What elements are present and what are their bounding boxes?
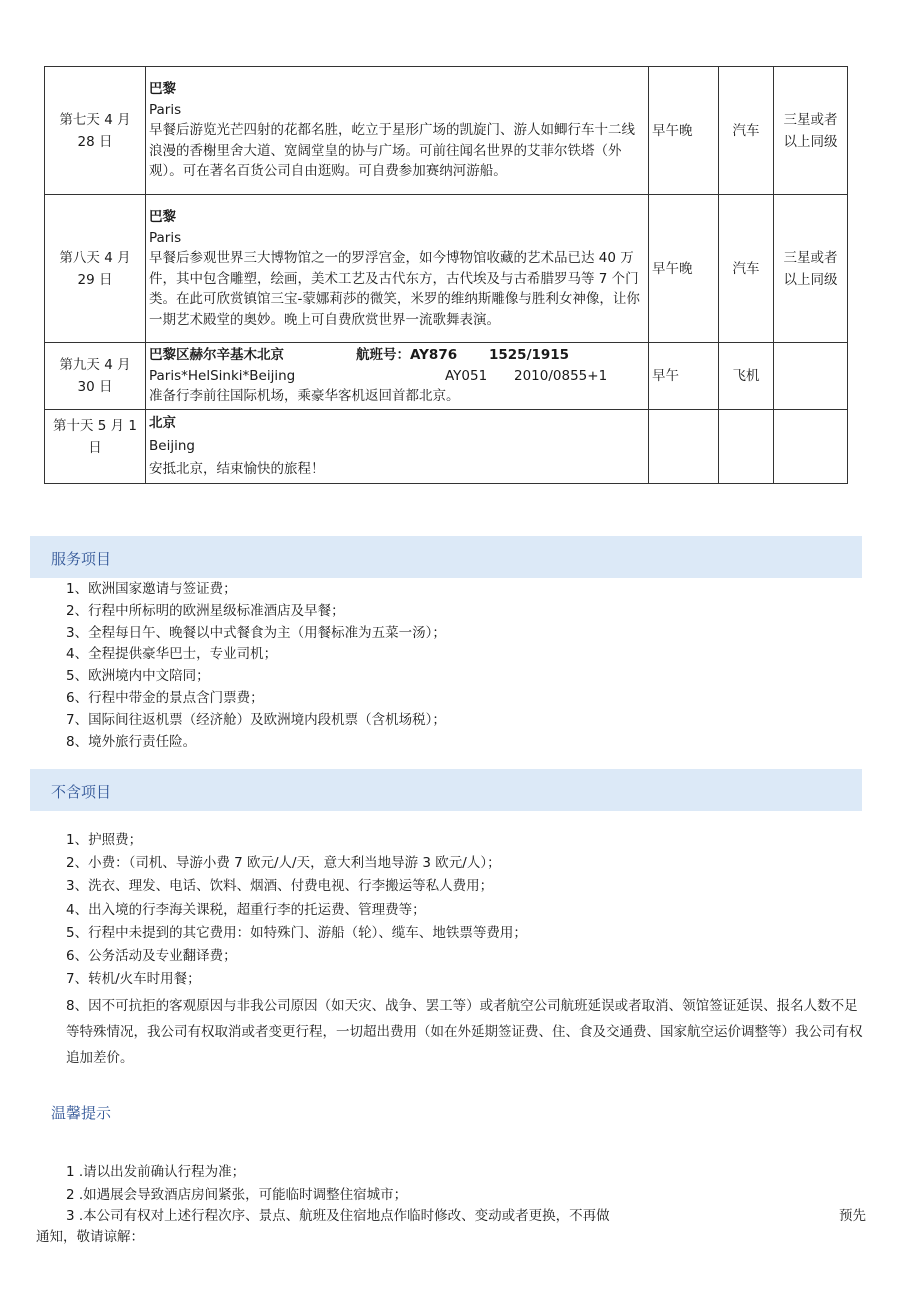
flight-time: 1525/1915	[489, 347, 570, 363]
city-name: 巴黎	[149, 209, 176, 225]
list-item: 5、欧洲境内中文陪同；	[66, 668, 210, 685]
hotel-cell	[774, 409, 848, 483]
city-name: 北京	[149, 414, 176, 431]
meals-cell: 早午	[649, 343, 719, 410]
tip3-continuation: 通知，敬请谅解：	[36, 1229, 144, 1245]
list-item: 7、国际间往返机票（经济舱）及欧洲境内段机票（含机场税）；	[66, 711, 446, 728]
flight-time-2: 2010/0855+1	[514, 367, 608, 384]
day-description: 安抵北京，结束愉快的旅程！	[149, 460, 325, 477]
day-cell: 第八天 4 月 29 日	[45, 195, 146, 343]
excluded-list	[66, 829, 866, 1071]
transport-cell	[719, 409, 774, 483]
excluded-section-header	[30, 769, 862, 811]
transport-cell: 汽车	[719, 195, 774, 343]
list-item: 4、全程提供豪华巴士，专业司机；	[66, 646, 278, 663]
city-name-en: Paris	[149, 229, 182, 246]
services-section-header	[30, 536, 862, 578]
flight-number-2: AY051	[445, 367, 488, 384]
description-cell	[146, 343, 649, 410]
list-item	[36, 1206, 866, 1248]
meals-cell: 早午晚	[649, 67, 719, 195]
day-description: 早餐后参观世界三大博物馆之一的罗浮宫金，如今博物馆收藏的艺术品已达 40 万件，其中包含雕塑，绘画，美术工艺及古代东方，古代埃及与古希腊罗马等 7 个门类。在此可欣赏镇馆三宝-蒙娜莉莎的微笑，米罗的维纳斯雕像与胜利女神像，让你一期艺术殿堂的奥妙。晚上可自费欣赏世界一流歌舞表演。	[149, 250, 640, 328]
tip3-tail: 预先	[839, 1208, 866, 1224]
list-item: 2、行程中所标明的欧洲星级标准酒店及早餐；	[66, 602, 345, 619]
day-cell: 第十天 5 月 1 日	[45, 409, 146, 483]
transport-cell: 飞机	[719, 343, 774, 410]
flight-number: 航班号：AY876	[356, 347, 458, 363]
transport-cell: 汽车	[719, 67, 774, 195]
city-name-en: Beijing	[149, 437, 195, 454]
meals-cell	[649, 409, 719, 483]
list-item: 1 .请以出发前确认行程为准；	[66, 1164, 246, 1180]
list-item: 3、全程每日午、晚餐以中式餐食为主（用餐标准为五菜一汤）；	[66, 624, 446, 641]
day-cell: 第七天 4 月 28 日	[45, 67, 146, 195]
meals-cell: 早午晚	[649, 195, 719, 343]
list-item: 2、小费：（司机、导游小费 7 欧元/人/天，意大利当地导游 3 欧元/人）；	[66, 855, 501, 872]
tip3-text: 3 .本公司有权对上述行程次序、景点、航班及住宿地点作临时修改、变动或者更换，不再做	[66, 1208, 610, 1224]
hotel-cell: 三星或者以上同级	[774, 67, 848, 195]
day-description: 早餐后游览光芒四射的花都名胜，屹立于星形广场的凯旋门、游人如鲫行车十二线浪漫的香榭里舍大道、宽阔堂皇的协与广场。可前往闻名世界的艾菲尔铁塔（外观）。可在著名百货公司自由逛购。可自费参加赛纳河游船。	[149, 122, 635, 180]
list-item: 8、境外旅行责任险。	[66, 733, 197, 750]
list-item: 1、护照费；	[66, 832, 143, 848]
itinerary-row-day8	[45, 195, 848, 343]
list-item: 8、因不可抗拒的客观原因与非我公司原因（如天灾、战争、罢工等）或者航空公司航班延误或者取消、领馆签证延误、报名人数不足等特殊情况，我公司有权取消或者变更行程，一切超出费用（如在外延期签证费、住、食及交通费、国家航空运价调整等）我公司有权追加差价。	[66, 998, 863, 1067]
tips-title: 温馨提示	[51, 1105, 112, 1122]
list-item: 1、欧洲国家邀请与签证费；	[66, 581, 237, 597]
itinerary-row-day7	[45, 67, 848, 195]
list-item: 4、出入境的行李海关课税，超重行李的托运费、管理费等；	[66, 901, 426, 918]
list-item: 5、行程中未提到的其它费用：如特殊门、游船（轮）、缆车、地铁票等费用；	[66, 924, 527, 941]
city-name: 巴黎	[149, 81, 176, 98]
route-name-en: Paris*HelSinki*Beijing	[149, 367, 296, 384]
itinerary-row-day10	[45, 409, 848, 483]
city-name-en: Paris	[149, 101, 182, 118]
list-item: 6、行程中带金的景点含门票费；	[66, 689, 264, 706]
tips-list	[36, 1161, 866, 1248]
list-item: 2 .如遇展会导致酒店房间紧张，可能临时调整住宿城市；	[66, 1186, 408, 1203]
hotel-cell: 三星或者以上同级	[774, 195, 848, 343]
description-cell	[146, 67, 649, 195]
itinerary-table	[44, 66, 848, 484]
list-item: 7、转机/火车时用餐；	[66, 971, 201, 988]
description-cell	[146, 195, 649, 343]
route-name: 巴黎区赫尔辛基木北京	[149, 347, 284, 363]
services-list	[66, 579, 446, 753]
services-title: 服务项目	[51, 551, 112, 568]
day-description: 准备行李前往国际机场，乘豪华客机返回首都北京。	[149, 388, 460, 404]
list-item: 6、公务活动及专业翻译费；	[66, 947, 237, 964]
itinerary-row-day9	[45, 343, 848, 410]
description-cell	[146, 409, 649, 483]
hotel-cell	[774, 343, 848, 410]
excluded-title: 不含项目	[51, 784, 112, 801]
list-item: 3、洗衣、理发、电话、饮料、烟酒、付费电视、行李搬运等私人费用；	[66, 878, 494, 895]
day-cell: 第九天 4 月 30 日	[45, 343, 146, 410]
